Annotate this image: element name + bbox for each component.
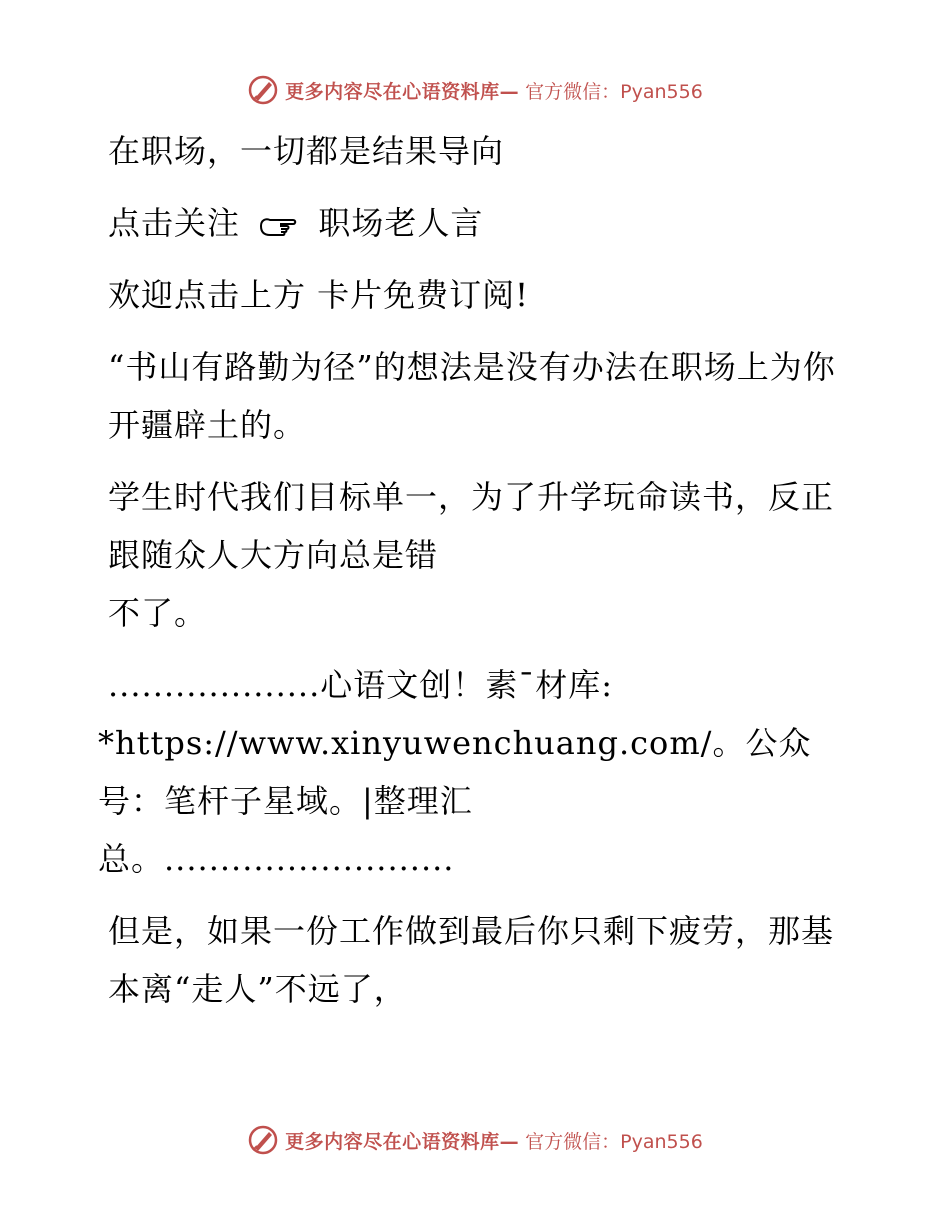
account-name: 职场老人言	[318, 204, 484, 242]
paragraph-6: 不了。	[108, 594, 208, 632]
footer-banner	[0, 1120, 950, 1160]
header-wechat: 官方微信：Pyan556	[525, 80, 703, 103]
paragraph-2	[98, 194, 838, 252]
paragraph-5: 学生时代我们目标单一，为了升学玩命读书，反正跟随众人大方向总是错	[108, 478, 835, 574]
follow-text: 点击关注	[108, 204, 241, 242]
quill-logo-icon	[247, 74, 279, 106]
quill-logo-icon	[247, 1124, 279, 1156]
paragraph-7-line-3: 总。..........................	[98, 840, 455, 878]
pointing-hand-icon	[257, 213, 301, 239]
paragraph-4: “书山有路勤为径”的想法是没有办法在职场上为你开疆辟土的。	[108, 348, 836, 444]
footer-text: 更多内容尽在心语资料库—	[285, 1130, 520, 1153]
paragraph-7-line-2: *https://www.xinyuwenchuang.com/。公众号：笔杆子星域。|整理汇	[98, 724, 812, 820]
paragraph-8: 但是，如果一份工作做到最后你只剩下疲劳，那基本离“走人”不远了，	[108, 912, 835, 1008]
paragraph-7-line-1: ...................心语文创！素¯材库:	[108, 666, 614, 704]
document-body	[98, 122, 838, 1032]
footer-wechat: 官方微信：Pyan556	[525, 1130, 703, 1153]
header-banner	[0, 70, 950, 110]
header-text: 更多内容尽在心语资料库—	[285, 80, 520, 103]
paragraph-3: 欢迎点击上方 卡片免费订阅!	[108, 276, 530, 314]
paragraph-1: 在职场，一切都是结果导向	[108, 132, 505, 170]
